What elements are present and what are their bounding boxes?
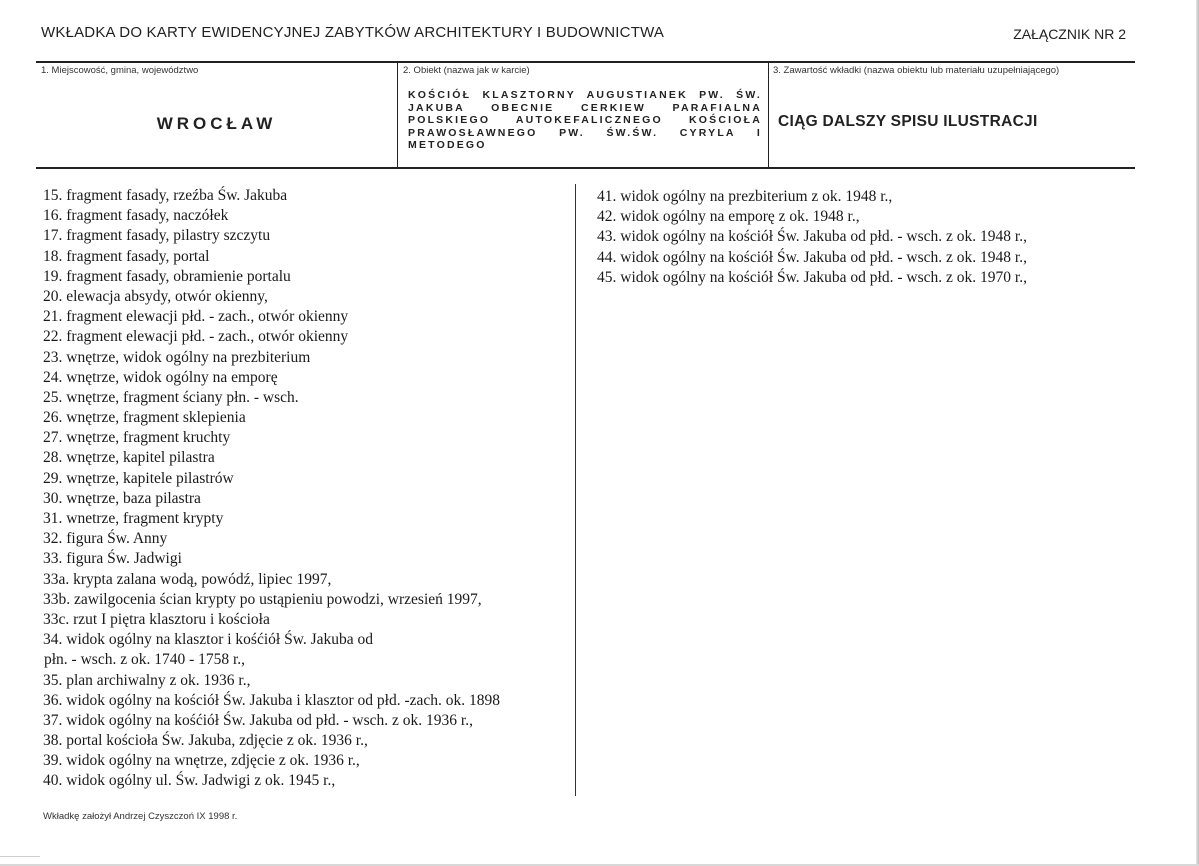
list-item-continuation: płn. - wsch. z ok. 1740 - 1758 r., — [44, 651, 246, 669]
list-item: 43. widok ogólny na kościół Św. Jakuba od płd. - wsch. z ok. 1948 r., — [597, 228, 1027, 246]
content-cell — [768, 63, 1135, 167]
object-label: 2. Obiekt (nazwa jak w karcie) — [403, 65, 530, 76]
list-item: 40. widok ogólny ul. Św. Jadwigi z ok. 1945 r., — [43, 772, 336, 790]
illustration-list-left — [43, 186, 568, 792]
list-item: 35. plan archiwalny z ok. 1936 r., — [43, 671, 251, 689]
list-item: 19. fragment fasady, obramienie portalu — [43, 267, 291, 285]
object-cell — [397, 63, 768, 167]
list-item: 36. widok ogólny na kościół Św. Jakuba i klasztor od płd. -zach. ok. 1898 — [43, 691, 501, 709]
list-item: 34. widok ogólny na klasztor i kośćiół Św. Jakuba od — [43, 631, 374, 649]
list-item: 22. fragment elewacji płd. - zach., otwór okienny — [43, 328, 349, 346]
list-item: 33c. rzut I piętra klasztoru i kościoła — [43, 610, 270, 628]
author-note: Wkładkę założył Andrzej Czyszczoń IX 1998 r. — [43, 811, 238, 822]
list-item: 24. wnętrze, widok ogólny na emporę — [43, 368, 278, 386]
list-item: 15. fragment fasady, rzeźba Św. Jakuba — [43, 187, 288, 204]
list-item: 27. wnętrze, fragment kruchty — [43, 429, 231, 447]
list-item: 33b. zawilgocenia ścian krypty po ustąpieniu powodzi, wrzesień 1997, — [43, 590, 482, 608]
scan-artifact — [0, 856, 40, 857]
form-header-table — [36, 61, 1135, 169]
locality-value: WROCŁAW — [156, 114, 277, 133]
content-value: CIĄG DALSZY SPISU ILUSTRACJI — [778, 113, 1038, 130]
list-item: 39. widok ogólny na wnętrze, zdjęcie z ok. 1936 r., — [43, 752, 360, 770]
locality-label: 1. Miejscowość, gmina, województwo — [41, 65, 199, 76]
list-item: 21. fragment elewacji płd. - zach., otwór okienny — [43, 308, 349, 326]
list-item: 38. portal kościoła Św. Jakuba, zdjęcie z ok. 1936 r., — [43, 732, 368, 750]
list-item: 26. wnętrze, fragment sklepienia — [43, 409, 246, 427]
list-item: 44. widok ogólny na kościół Św. Jakuba od płd. - wsch. z ok. 1948 r., — [597, 248, 1027, 266]
list-item: 20. elewacja absydy, otwór okienny, — [43, 287, 268, 305]
list-item: 41. widok ogólny na prezbiterium z ok. 1948 r., — [597, 188, 893, 205]
object-value: KOŚCIÓŁ KLASZTORNY AUGUSTIANEK PW. ŚW. JAKUBA OBECNIE CERKIEW PARAFIALNA POLSKIEGO AUTOKEFALICZNEGO KOŚCIOŁA PRAWOSŁAWNEGO PW. ŚW.ŚW. CYRYLA I METODEGO — [408, 89, 762, 151]
list-item: 29. wnętrze, kapitele pilastrów — [43, 469, 234, 487]
list-item: 28. wnętrze, kapitel pilastra — [43, 449, 215, 467]
list-item: 33. figura Św. Jadwigi — [43, 550, 182, 568]
illustration-list-right — [597, 187, 1137, 288]
list-item: 33a. krypta zalana wodą, powódź, lipiec 1997, — [43, 570, 332, 588]
annex-number: ZAŁĄCZNIK NR 2 — [1013, 26, 1126, 42]
locality-cell — [36, 63, 397, 167]
list-item: 18. fragment fasady, portal — [43, 247, 210, 265]
list-item: 45. widok ogólny na kościół Św. Jakuba od płd. - wsch. z ok. 1970 r., — [597, 268, 1027, 286]
list-item: 23. wnętrze, widok ogólny na prezbiterium — [43, 348, 311, 366]
column-divider — [575, 184, 576, 796]
list-item: 42. widok ogólny na emporę z ok. 1948 r., — [597, 208, 860, 226]
list-item: 31. wnetrze, fragment krypty — [43, 510, 224, 527]
document-title: WKŁADKA DO KARTY EWIDENCYJNEJ ZABYTKÓW ARCHITEKTURY I BUDOWNICTWA — [41, 24, 665, 41]
list-item: 30. wnętrze, baza pilastra — [43, 489, 201, 507]
list-item: 37. widok ogólny na kośćiół Św. Jakuba od płd. - wsch. z ok. 1936 r., — [43, 711, 473, 729]
list-item: 17. fragment fasady, pilastry szczytu — [43, 227, 271, 245]
content-label: 3. Zawartość wkładki (nazwa obiektu lub materiału uzupełniającego) — [773, 65, 1060, 76]
list-item: 32. figura Św. Anny — [43, 530, 168, 548]
list-item: 25. wnętrze, fragment ściany płn. - wsch. — [43, 388, 299, 406]
list-item: 16. fragment fasady, naczółek — [43, 207, 229, 225]
